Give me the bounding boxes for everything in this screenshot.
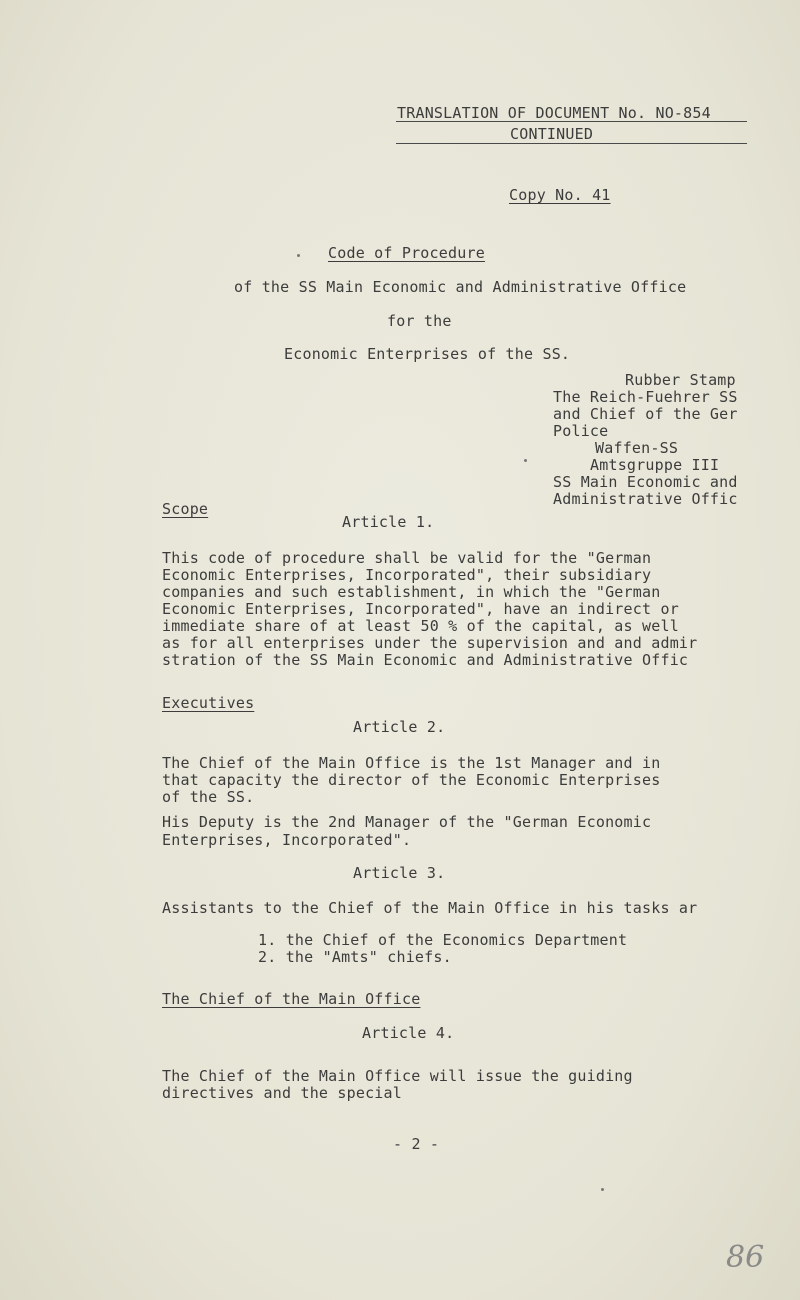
text-line: Economic Enterprises, Incorporated", have an indirect or [162, 600, 679, 618]
article-3-title: Article 3. [353, 864, 446, 882]
title-line-2: of the SS Main Economic and Administrative Office [234, 278, 687, 296]
executives-heading: Executives [162, 694, 255, 712]
text-line: Enterprises, Incorporated". [162, 831, 412, 849]
stamp-line: Waffen-SS [595, 439, 679, 457]
title-line-4: Economic Enterprises of the SS. [284, 345, 571, 363]
header-rule-bottom [396, 143, 747, 144]
text-line: of the SS. [162, 788, 255, 806]
stamp-line: and Chief of the Ger [553, 405, 738, 423]
stamp-line: Amtsgruppe III [590, 456, 720, 474]
article-3-item: 2. the "Amts" chiefs. [258, 948, 452, 966]
text-line: as for all enterprises under the supervision and and admir [162, 634, 698, 652]
text-line: Economic Enterprises, Incorporated", their subsidiary [162, 566, 652, 584]
title-line-3: for the [387, 312, 452, 330]
text-line: directives and the special [162, 1084, 402, 1102]
handwritten-page-number: 86 [726, 1240, 765, 1275]
article-1-title: Article 1. [342, 513, 435, 531]
article-3-text: Assistants to the Chief of the Main Office in his tasks ar [162, 899, 698, 917]
article-2-title: Article 2. [353, 718, 446, 736]
text-line: The Chief of the Main Office is the 1st Manager and in [162, 754, 661, 772]
stamp-line: Administrative Offic [553, 490, 738, 508]
text-line: The Chief of the Main Office will issue the guiding [162, 1067, 633, 1085]
stamp-line: Police [553, 422, 609, 440]
header-rule-top [396, 121, 747, 122]
page-number: - 2 - [393, 1135, 440, 1153]
paper-speck [524, 459, 527, 462]
copy-number: Copy No. 41 [509, 186, 611, 204]
continued-label: CONTINUED [510, 125, 594, 143]
text-line: His Deputy is the 2nd Manager of the "German Economic [162, 813, 652, 831]
text-line: This code of procedure shall be valid for the "German [162, 549, 652, 567]
chief-heading: The Chief of the Main Office [162, 990, 421, 1008]
paper-speck [601, 1188, 604, 1191]
scope-heading: Scope [162, 500, 209, 518]
translation-header: TRANSLATION OF DOCUMENT No. NO-854 [397, 104, 711, 122]
article-4-title: Article 4. [362, 1024, 455, 1042]
stamp-line: The Reich-Fuehrer SS [553, 388, 738, 406]
paper-speck [297, 254, 300, 257]
text-line: companies and such establishment, in which the "German [162, 583, 661, 601]
text-line: immediate share of at least 50 % of the capital, as well [162, 617, 679, 635]
text-line: that capacity the director of the Economic Enterprises [162, 771, 661, 789]
document-title: Code of Procedure [328, 244, 485, 262]
article-3-item: 1. the Chief of the Economics Department [258, 931, 628, 949]
stamp-line: Rubber Stamp [625, 371, 736, 389]
stamp-line: SS Main Economic and [553, 473, 738, 491]
text-line: stration of the SS Main Economic and Administrative Offic [162, 651, 689, 669]
